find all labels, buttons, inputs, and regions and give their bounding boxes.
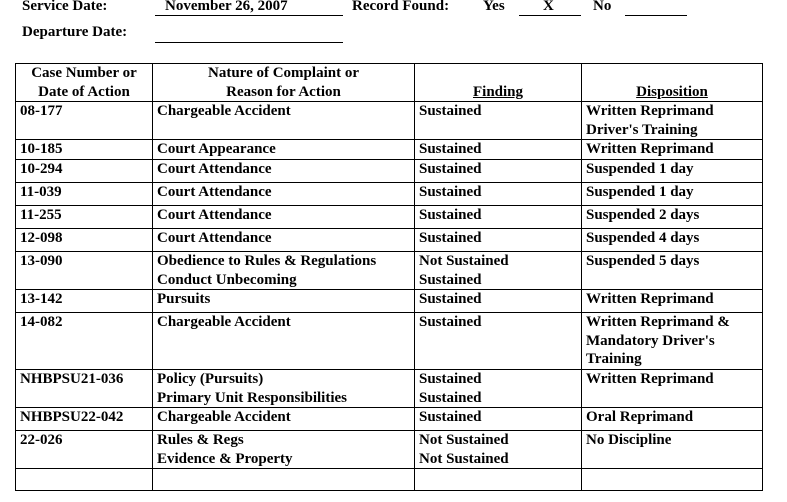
table-row [16, 252, 763, 290]
disposition-cell-line: Suspended 1 day [586, 184, 694, 200]
case-number-cell: 08-177 [16, 102, 153, 140]
nature-cell-line: Conduct Unbecoming [157, 271, 297, 288]
disposition-cell [582, 206, 763, 229]
table-row [16, 313, 763, 370]
nature-cell-line: Chargeable Accident [157, 314, 291, 330]
finding-cell [415, 140, 582, 160]
nature-cell [153, 252, 415, 290]
finding-cell-line: Sustained [419, 161, 482, 177]
service-date-value: November 26, 2007 [165, 0, 288, 14]
finding-cell-line: Sustained [419, 230, 482, 246]
finding-cell-line: Sustained [419, 314, 482, 330]
finding-cell-line: Sustained [419, 184, 482, 200]
disposition-cell [582, 183, 763, 206]
disposition-cell-line: Written Reprimand & [586, 314, 730, 330]
disposition-cell [582, 370, 763, 408]
yes-label: Yes [483, 0, 505, 14]
finding-cell [415, 290, 582, 313]
col-header-finding: Finding [415, 64, 582, 102]
nature-cell-line: Evidence & Property [157, 450, 293, 467]
case-number-cell: 22-026 [16, 431, 153, 469]
finding-cell-line: Not Sustained [419, 432, 509, 448]
col-header-disposition: Disposition [582, 64, 763, 102]
table-row [16, 408, 763, 431]
yes-mark: X [543, 0, 554, 14]
finding-cell-line: Not Sustained [419, 253, 509, 269]
disposition-cell [582, 140, 763, 160]
disposition-cell [582, 431, 763, 469]
finding-cell-line: Sustained [419, 389, 482, 406]
finding-cell [415, 431, 582, 469]
finding-cell [415, 408, 582, 431]
disposition-cell-line: Driver's Training [586, 121, 698, 138]
case-number-cell: 10-294 [16, 160, 153, 183]
disposition-cell [582, 408, 763, 431]
nature-cell-line: Court Attendance [157, 184, 272, 200]
case-number-cell: 11-255 [16, 206, 153, 229]
finding-cell [415, 313, 582, 370]
finding-cell [415, 229, 582, 252]
departure-date-field-line [155, 42, 343, 43]
nature-cell-line: Chargeable Accident [157, 409, 291, 425]
nature-cell-line: Policy (Pursuits) [157, 371, 264, 387]
table-row [16, 469, 763, 491]
disposition-cell [582, 160, 763, 183]
nature-cell-line: Court Appearance [157, 141, 276, 157]
nature-cell-line: Primary Unit Responsibilities [157, 389, 347, 406]
nature-cell [153, 313, 415, 370]
table-row [16, 140, 763, 160]
finding-cell [415, 469, 582, 491]
nature-cell [153, 183, 415, 206]
table-row [16, 431, 763, 469]
disposition-cell-line: Suspended 2 days [586, 207, 700, 223]
col-header-nature: Nature of Complaint or Reason for Action [153, 64, 415, 102]
disposition-cell-line: Suspended 5 days [586, 253, 700, 269]
nature-cell [153, 469, 415, 491]
finding-cell-line: Sustained [419, 291, 482, 307]
nature-cell [153, 160, 415, 183]
finding-cell [415, 252, 582, 290]
finding-cell-line: Sustained [419, 371, 482, 387]
nature-cell [153, 290, 415, 313]
disposition-cell-line: Written Reprimand [586, 103, 714, 119]
departure-date-label: Departure Date: [22, 24, 128, 40]
case-number-cell: 14-082 [16, 313, 153, 370]
nature-cell [153, 206, 415, 229]
case-number-cell [16, 469, 153, 491]
nature-cell [153, 229, 415, 252]
col-header-case: Case Number or Date of Action [16, 64, 153, 102]
disciplinary-record-table [15, 63, 763, 491]
nature-cell-line: Pursuits [157, 291, 211, 307]
nature-cell [153, 408, 415, 431]
disposition-cell-line: Suspended 4 days [586, 230, 700, 246]
disposition-cell-line: Oral Reprimand [586, 409, 694, 425]
finding-cell-line: Sustained [419, 271, 482, 288]
no-field-line [625, 15, 687, 16]
nature-cell [153, 370, 415, 408]
nature-cell [153, 102, 415, 140]
disposition-cell-line: Suspended 1 day [586, 161, 694, 177]
nature-cell-line: Rules & Regs [157, 432, 244, 448]
nature-cell-line: Obedience to Rules & Regulations [157, 253, 377, 269]
finding-cell [415, 206, 582, 229]
service-date-field-line [155, 15, 343, 16]
nature-cell [153, 140, 415, 160]
finding-cell [415, 160, 582, 183]
finding-cell-line: Sustained [419, 409, 482, 425]
disposition-cell [582, 290, 763, 313]
record-header [0, 0, 787, 60]
table-row [16, 102, 763, 140]
no-label: No [593, 0, 612, 14]
disposition-cell-line: Training [586, 351, 642, 367]
disposition-cell-line: Written Reprimand [586, 371, 714, 387]
table-row [16, 229, 763, 252]
record-found-label: Record Found: [352, 0, 450, 14]
finding-cell-line: Sustained [419, 207, 482, 223]
case-number-cell: 13-090 [16, 252, 153, 290]
case-number-cell: 12-098 [16, 229, 153, 252]
nature-cell-line: Court Attendance [157, 161, 272, 177]
disposition-cell [582, 252, 763, 290]
yes-field-line [519, 15, 581, 16]
disposition-cell [582, 102, 763, 140]
disposition-cell [582, 229, 763, 252]
disposition-cell [582, 313, 763, 370]
disposition-cell [582, 469, 763, 491]
finding-cell-line: Sustained [419, 141, 482, 157]
case-number-cell: NHBPSU22-042 [16, 408, 153, 431]
disposition-cell-line: No Discipline [586, 432, 672, 448]
table-row [16, 206, 763, 229]
service-date-label: Service Date: [22, 0, 108, 14]
table-row [16, 183, 763, 206]
case-number-cell: 10-185 [16, 140, 153, 160]
finding-cell [415, 183, 582, 206]
nature-cell [153, 431, 415, 469]
finding-cell-line: Sustained [419, 103, 482, 119]
nature-cell-line: Court Attendance [157, 230, 272, 246]
table-row [16, 370, 763, 408]
disposition-cell-line: Written Reprimand [586, 141, 714, 157]
finding-cell [415, 102, 582, 140]
nature-cell-line: Chargeable Accident [157, 103, 291, 119]
table-row [16, 160, 763, 183]
table-header-row [16, 64, 763, 102]
finding-cell [415, 370, 582, 408]
finding-cell-line: Not Sustained [419, 450, 509, 467]
nature-cell-line: Court Attendance [157, 207, 272, 223]
case-number-cell: 11-039 [16, 183, 153, 206]
disposition-cell-line: Written Reprimand [586, 291, 714, 307]
table-row [16, 290, 763, 313]
case-number-cell: NHBPSU21-036 [16, 370, 153, 408]
disposition-cell-line: Mandatory Driver's [586, 332, 715, 349]
case-number-cell: 13-142 [16, 290, 153, 313]
